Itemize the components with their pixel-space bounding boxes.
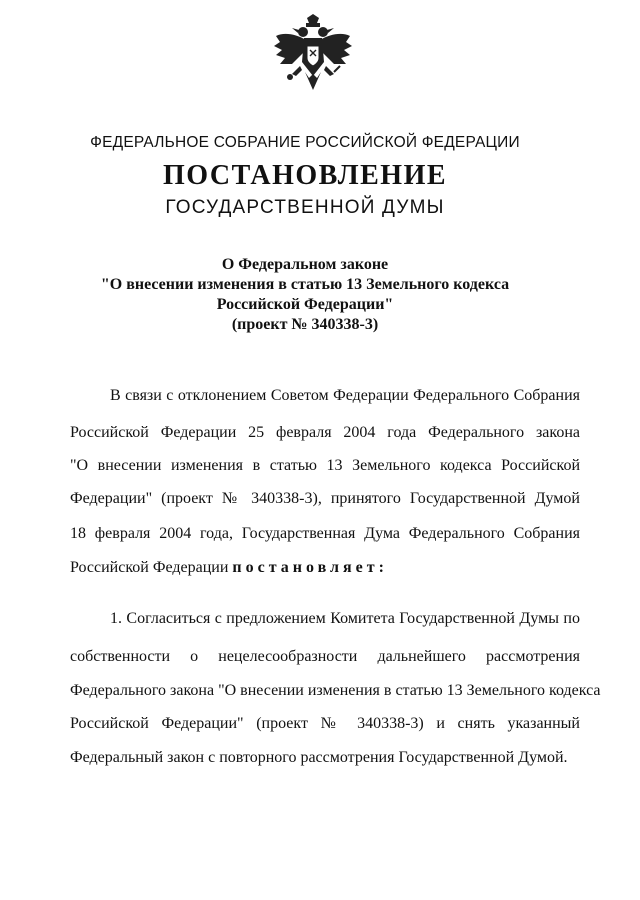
subject-line: Российской Федерации" — [216, 296, 394, 313]
assembly-heading: ФЕДЕРАЛЬНОЕ СОБРАНИЕ РОССИЙСКОЙ ФЕДЕРАЦИИ — [90, 134, 520, 151]
item1-line: собственности о нецелесообразности дальнейшего рассмотрения — [70, 648, 580, 665]
document-type-title: ПОСТАНОВЛЕНИЕ — [162, 160, 448, 191]
preamble-line: В связи с отклонением Советом Федерации Федерального Собрания — [110, 387, 580, 404]
subject-line: (проект № 340338-3) — [231, 316, 379, 333]
preamble-line: "О внесении изменения в статью 13 Земельного кодекса Российской — [70, 457, 580, 474]
preamble-line: Федерации" (проект № 340338-3), принятого Государственной Думой — [70, 490, 580, 507]
preamble-line-start: Российской Федерации — [70, 559, 229, 576]
document-subject — [0, 255, 610, 335]
item1-line: Федерального закона "О внесении изменения в статью 13 Земельного кодекса — [70, 682, 601, 699]
item1-line: Российской Федерации" (проект № 340338-3) и снять указанный — [70, 715, 580, 732]
subject-line: О Федеральном законе — [221, 256, 389, 273]
item1-line: 1. Согласиться с предложением Комитета Государственной Думы по — [110, 610, 580, 627]
preamble-line: 18 февраля 2004 года, Государственная Дума Федерального Собрания — [70, 525, 580, 542]
resolves-word: постановляет: — [232, 559, 388, 576]
preamble-last-line — [70, 559, 580, 577]
subject-line: "О внесении изменения в статью 13 Земельного кодекса — [100, 276, 510, 293]
item1-line: Федеральный закон с повторного рассмотрения Государственной Думой. — [70, 749, 568, 766]
coat-of-arms-emblem — [270, 14, 356, 110]
preamble-line: Российской Федерации 25 февраля 2004 года Федерального закона — [70, 424, 580, 441]
document-issuer: ГОСУДАРСТВЕННОЙ ДУМЫ — [165, 197, 445, 218]
